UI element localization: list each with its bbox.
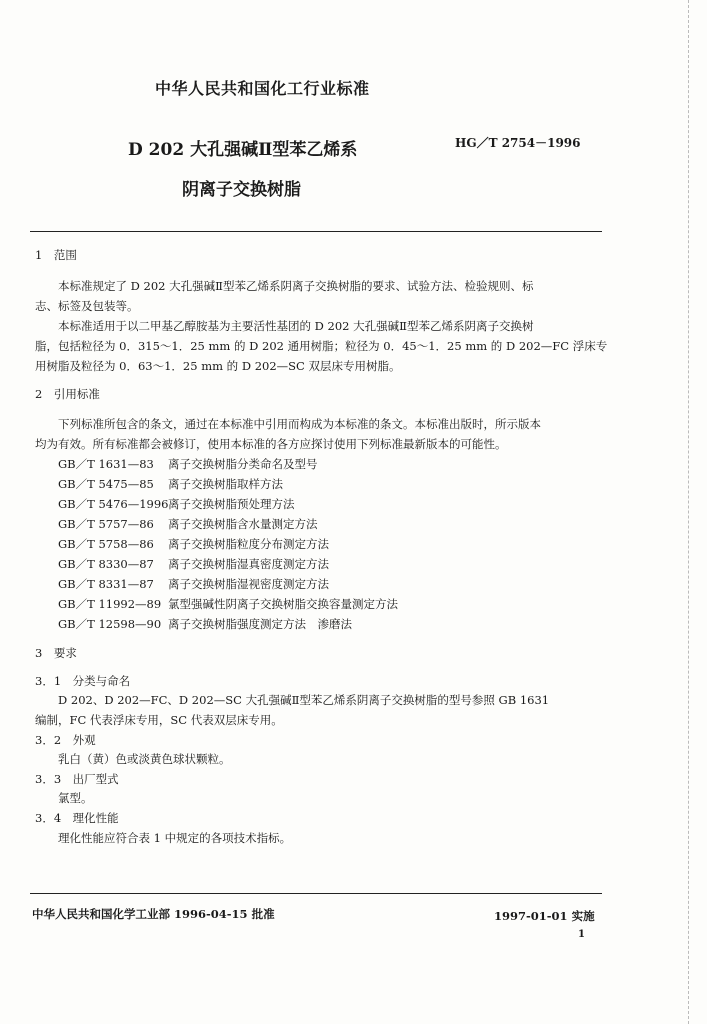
section-3-title: 3 要求: [35, 646, 77, 660]
page-number: 1: [578, 929, 585, 940]
reference-title: 离子交换树脂湿视密度测定方法: [168, 577, 329, 591]
footer-rule: [30, 893, 602, 894]
reference-std: GB／T 12598—90: [58, 617, 162, 631]
section-3-1-line2: 编制，FC 代表浮床专用，SC 代表双层床专用。: [35, 713, 283, 727]
section-2-para-line2: 均为有效。所有标准都会被修订，使用本标准的各方应探讨使用下列标准最新版本的可能性。: [35, 437, 507, 451]
reference-item: [58, 576, 329, 592]
reference-item: [58, 616, 352, 632]
reference-std: GB／T 11992—89: [58, 597, 162, 611]
standard-title-line2: 阴离子交换树脂: [182, 180, 301, 200]
section-1-para1-line2: 志、标签及包装等。: [35, 299, 139, 313]
reference-title: 离子交换树脂粒度分布测定方法: [168, 537, 329, 551]
header-rule: [30, 231, 602, 232]
section-3-4-title: 3．4 理化性能: [35, 811, 119, 825]
reference-std: GB／T 5758—86: [58, 537, 154, 551]
reference-std: GB／T 8331—87: [58, 577, 154, 591]
standard-title-line1: D 202 大孔强碱Ⅱ型苯乙烯系: [128, 140, 358, 160]
issuer-title: 中华人民共和国化工行业标准: [155, 79, 370, 98]
section-1-para2-line3: 用树脂及粒径为 0．63～1．25 mm 的 D 202—SC 双层床专用树脂。: [35, 359, 401, 373]
section-2-title: 2 引用标准: [35, 387, 100, 401]
reference-item: [58, 496, 295, 512]
section-1-para1-line1: 本标准规定了 D 202 大孔强碱Ⅱ型苯乙烯系阴离子交换树脂的要求、试验方法、检验规则、标: [58, 279, 534, 293]
section-1-title: 1 范围: [35, 248, 77, 262]
reference-item: [58, 536, 329, 552]
reference-title: 氯型强碱性阴离子交换树脂交换容量测定方法: [168, 597, 398, 611]
section-3-3-line1: 氯型。: [58, 791, 93, 805]
standard-code: HG／T 2754－1996: [455, 136, 581, 150]
reference-item: [58, 456, 318, 472]
section-3-2-title: 3．2 外观: [35, 733, 96, 747]
page-edge: [687, 0, 689, 1024]
section-3-3-title: 3．3 出厂型式: [35, 772, 119, 786]
section-3-2-line1: 乳白（黄）色或淡黄色球状颗粒。: [58, 752, 231, 766]
reference-item: [58, 556, 329, 572]
reference-std: GB／T 5475—85: [58, 477, 154, 491]
reference-std: GB／T 5757—86: [58, 517, 154, 531]
reference-title: 离子交换树脂分类命名及型号: [168, 457, 318, 471]
section-1-para2-line1: 本标准适用于以二甲基乙醇胺基为主要活性基团的 D 202 大孔强碱Ⅱ型苯乙烯系阴离子交换树: [58, 319, 534, 333]
effective-text: 1997-01-01 实施: [494, 909, 595, 923]
reference-title: 离子交换树脂强度测定方法 渗磨法: [168, 617, 352, 631]
section-1-para2-line2: 脂，包括粒径为 0．315～1．25 mm 的 D 202 通用树脂；粒径为 0．45～1．25 mm 的 D 202—FC 浮床专: [35, 339, 608, 353]
reference-title: 离子交换树脂含水量测定方法: [168, 517, 318, 531]
reference-title: 离子交换树脂预处理方法: [168, 497, 295, 511]
reference-std: GB／T 5476—1996: [58, 497, 169, 511]
section-3-1-line1: D 202、D 202—FC、D 202—SC 大孔强碱Ⅱ型苯乙烯系阴离子交换树脂的型号参照 GB 1631: [58, 693, 550, 707]
reference-item: [58, 516, 318, 532]
reference-std: GB／T 1631—83: [58, 457, 154, 471]
section-3-4-line1: 理化性能应符合表 1 中规定的各项技术指标。: [58, 831, 292, 845]
section-3-1-title: 3．1 分类与命名: [35, 674, 131, 688]
reference-item: [58, 596, 398, 612]
approval-text: 中华人民共和国化学工业部 1996-04-15 批准: [32, 907, 275, 921]
reference-title: 离子交换树脂湿真密度测定方法: [168, 557, 329, 571]
reference-std: GB／T 8330—87: [58, 557, 154, 571]
reference-title: 离子交换树脂取样方法: [168, 477, 283, 491]
section-2-para-line1: 下列标准所包含的条文，通过在本标准中引用而构成为本标准的条文。本标准出版时，所示版本: [58, 417, 541, 431]
reference-item: [58, 476, 283, 492]
